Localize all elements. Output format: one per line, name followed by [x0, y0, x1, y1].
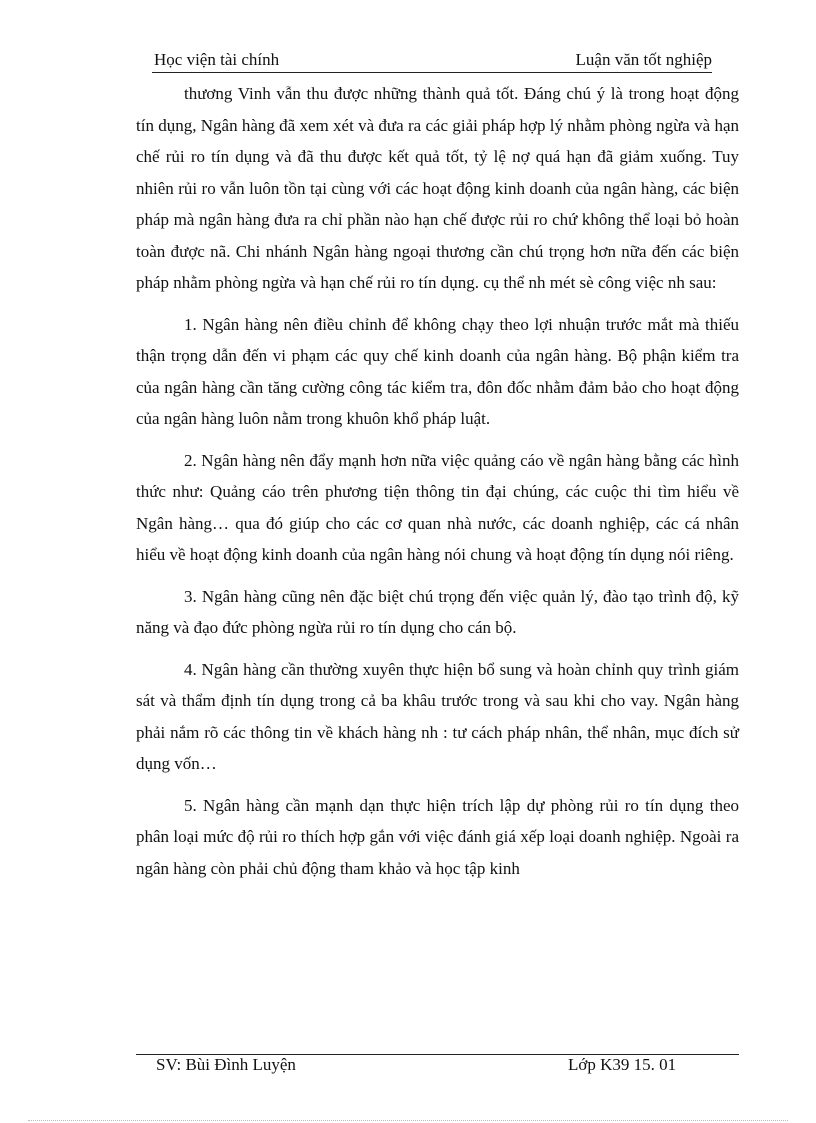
page-footer: [136, 1055, 739, 1079]
header-institution: Học viện tài chính: [154, 50, 280, 69]
paragraph-item-1: 1. Ngân hàng nên điều chỉnh để không chạy theo lợi nhuận trước mắt mà thiếu thận trọng dẫn đến vi phạm các quy chế kinh doanh của ngân hàng. Bộ phận kiểm tra của ngân hàng cần tăng cường công tác kiểm tra, đôn đốc nhằm đảm bảo cho hoạt động của ngân hàng luôn nằm trong khuôn khổ pháp luật.: [136, 314, 739, 428]
page-bottom-edge: [28, 1120, 788, 1121]
paragraph-intro: thương Vinh vẫn thu được những thành quả tốt. Đáng chú ý là trong hoạt động tín dụng, Ngân hàng đã xem xét và đưa ra các giải pháp hợp lý nhằm phòng ngừa và hạn chế rủi ro tín dụng và đã thu được kết quả tốt, tỷ lệ nợ quá hạn đã giảm xuống. Tuy nhiên rủi ro vẫn luôn tồn tại cùng với các hoạt động kinh doanh của ngân hàng, các biện pháp mà ngân hàng đưa ra chỉ phần nào hạn chế được rủi ro chứ không thể loại bỏ hoàn toàn được nã. Chi nhánh Ngân hàng ngoại thương cần chú trọng hơn nữa đến các biện pháp nhằm phòng ngừa và hạn chế rủi ro tín dụng. cụ thể nh mét sè công việc nh sau:: [136, 84, 739, 292]
paragraph-item-3: 3. Ngân hàng cũng nên đặc biệt chú trọng đến việc quản lý, đào tạo trình độ, kỹ năng và đạo đức phòng ngừa rủi ro tín dụng cho cán bộ.: [136, 586, 739, 637]
paragraph-item-2: 2. Ngân hàng nên đẩy mạnh hơn nữa việc quảng cáo về ngân hàng bằng các hình thức như: Quảng cáo trên phương tiện thông tin đại chúng, các cuộc thi tìm hiểu về Ngân hàng… qua đó giúp cho các cơ quan nhà nước, các doanh nghiệp, các cá nhân hiểu về hoạt động kinh doanh của ngân hàng nói chung và hoạt động tín dụng nói riêng.: [136, 450, 739, 564]
paragraph-item-4: 4. Ngân hàng cần thường xuyên thực hiện bổ sung và hoàn chỉnh quy trình giám sát và thẩm định tín dụng trong cả ba khâu trước trong và sau khi cho vay. Ngân hàng phải nắm rõ các thông tin về khách hàng nh : tư cách pháp nhân, thể nhân, mục đích sử dụng vốn…: [136, 659, 739, 773]
footer-class-code: Lớp K39 15. 01: [568, 1055, 677, 1074]
body-text: [136, 78, 739, 894]
footer-student-name: SV: Bùi Đình Luyện: [156, 1055, 296, 1074]
page-header: [152, 48, 712, 73]
header-document-type: Luận văn tốt nghiệp: [575, 50, 712, 69]
paragraph-item-5: 5. Ngân hàng cần mạnh dạn thực hiện trích lập dự phòng rủi ro tín dụng theo phân loại mức độ rủi ro thích hợp gắn với việc đánh giá xếp loại doanh nghiệp. Ngoài ra ngân hàng còn phải chủ động tham khảo và học tập kinh: [136, 795, 739, 878]
